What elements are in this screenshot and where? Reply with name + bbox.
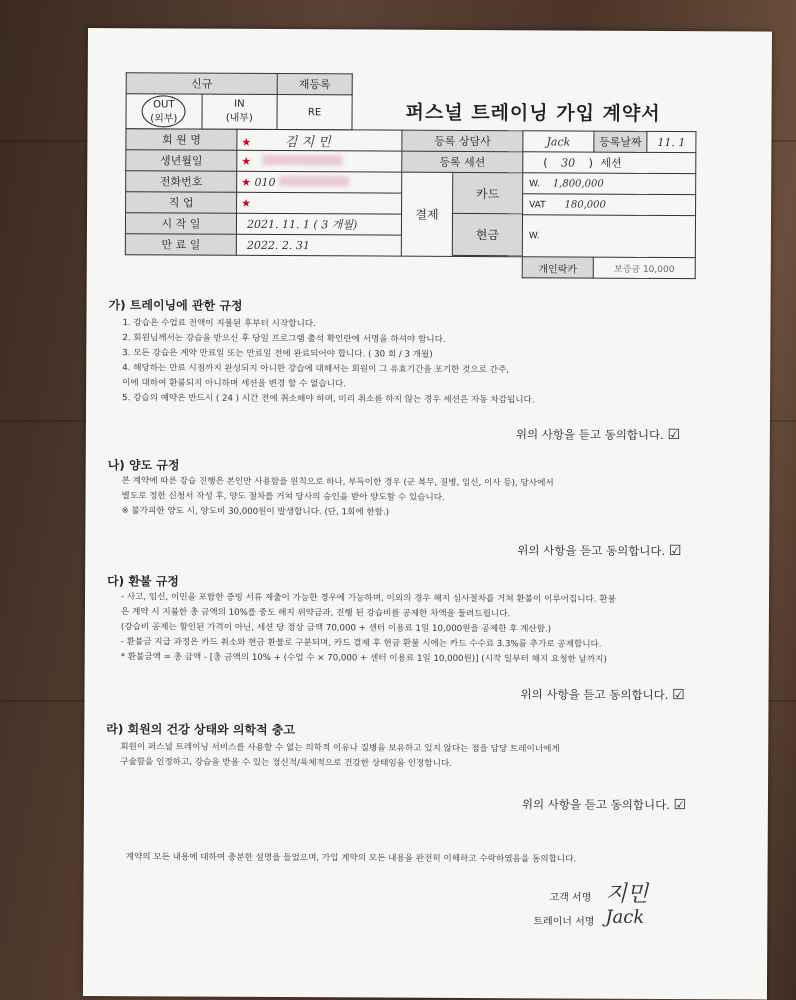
rule-line: 은 계약 시 지불한 총 금액의 10%를 중도 해지 위약금과, 진행 된 강습비를 공제한 차액을 돌려드립니다. [120, 607, 511, 620]
section-title-health: 라) 회원의 건강 상태와 의학적 충고 [106, 722, 296, 738]
session-open: ( [543, 156, 548, 170]
agree-text: 위의 사항을 듣고 동의합니다. [521, 797, 670, 813]
rule-line: 2. 회원님께서는 강습을 받으신 후 당일 프로그램 출석 확인란에 서명을 하셔야 합니다. [122, 333, 446, 345]
reregister-label: 재등록 [277, 73, 352, 94]
agree-text: 위의 사항을 듣고 동의합니다. [515, 427, 664, 443]
member-name-value: 김 지 민 [284, 134, 331, 150]
agree-refund [520, 686, 684, 703]
reg-date-value: 11. 1 [647, 131, 696, 152]
payment-cell [401, 172, 522, 257]
session-label: 등록 세션 [402, 151, 523, 173]
phone-value: 010 [254, 175, 276, 189]
in-sub: (내부) [225, 112, 253, 124]
required-star: ★ [241, 154, 252, 168]
agree-text: 위의 사항을 듣고 동의합니다. [520, 687, 669, 703]
in-label: IN [234, 98, 245, 110]
rule-line: - 환불금 지급 과정은 카드 취소와 현금 환불로 구분되며, 카드 결제 후 현금 환불 시에는 카드 수수료 3.3%를 추가로 공제합니다. [120, 637, 602, 650]
vat-label: VAT [529, 199, 546, 210]
trainer-signature: Jack [605, 906, 645, 928]
customer-signature: 지민 [605, 881, 649, 907]
checkmark-icon: ☑ [672, 687, 685, 704]
rule-line: 4. 해당하는 만료 시점까지 완성되지 아니한 강습에 대해서는 회원이 그 유효기간을 포기한 것으로 간주, [122, 363, 510, 376]
rule-line: (강습비 공제는 할인된 가격이 아닌, 세션 당 정상 금액 70,000 + 센터 이용료 1일 10,000원을 공제한 후 계산함.) [120, 622, 552, 635]
rule-line: 별도로 정한 신청서 작성 후, 양도 절차를 거쳐 당사의 승인을 받아 양도할 수 있습니다. [121, 491, 445, 503]
agree-health [522, 796, 686, 813]
reg-date-label: 등록날짜 [594, 131, 647, 152]
rule-line: 5. 강습의 예약은 반드시 ( 24 ) 시간 전에 취소해야 하며, 미리 취소를 하지 않는 경우 세션은 자동 차감됩니다. [122, 393, 535, 406]
out-option [126, 94, 202, 129]
end-date-value: 2022. 2. 31 [236, 234, 401, 256]
rule-line: 3. 모든 강습은 계약 만료일 또는 만료일 전에 완료되어야 합니다. ( 30 회 / 3 개월) [122, 348, 433, 360]
redacted-birthdate [263, 154, 343, 164]
agree-training [516, 426, 680, 443]
trainer-sign-label: 트레이너 서명 [533, 916, 595, 928]
consultant-value: Jack [523, 131, 594, 152]
cash-amount-cell [522, 215, 695, 258]
rule-line: * 환불금액 = 총 금액 - [총 금액의 10% + (수업 수 × 70,000 + 센터 이용료 1일 10,000원)] (시작 일부터 해지 요청한 날까지) [120, 652, 607, 665]
required-star: ★ [241, 135, 252, 149]
rule-line: 회원이 퍼스널 트레이닝 서비스를 사용할 수 없는 의학적 이유나 질병을 보유하고 있지 않다는 점을 담당 트레이너에게 [120, 742, 560, 755]
session-unit: 세션 [600, 156, 622, 170]
section-training-rules [122, 316, 742, 409]
contract-paper [83, 28, 772, 1000]
section-title-training: 가) 트레이닝에 관한 규정 [108, 298, 243, 313]
birthdate-label: 생년월일 [126, 150, 237, 172]
section-title-refund: 다) 환불 규정 [107, 574, 179, 589]
member-name-label: 회 원 명 [126, 129, 237, 151]
job-cell [237, 192, 402, 214]
section-transfer-rules [121, 474, 741, 522]
final-statement: 계약의 모든 내용에 대하여 충분한 설명을 들었으며, 가입 계약의 모든 내용을 완전히 이해하고 수락하였음을 동의합니다. [125, 852, 577, 865]
locker-value: 보증금 10,000 [593, 257, 695, 279]
card-label: 카드 [453, 173, 523, 214]
start-date-value: 2021. 11. 1 ( 3 개월) [236, 213, 401, 235]
payment-label: 결제 [402, 173, 453, 255]
consultant-label: 등록 상담사 [402, 130, 523, 152]
out-sub: (외부) [150, 113, 178, 125]
checkmark-icon: ☑ [673, 797, 687, 814]
rule-line: ※ 불가피한 양도 시, 양도비 30,000원이 발생합니다. (단, 1회에 한함.) [121, 506, 390, 518]
agree-text: 위의 사항을 듣고 동의합니다. [517, 543, 666, 559]
job-label: 직 업 [126, 192, 237, 214]
rule-line: 이에 대하여 환불되지 아니하며 세션을 변경 할 수 없습니다. [122, 378, 346, 390]
card-amount: 1,800,000 [552, 177, 604, 190]
section-refund-rules [121, 590, 761, 668]
section-title-transfer: 나) 양도 규정 [107, 458, 180, 473]
phone-label: 전화번호 [126, 171, 237, 193]
out-circle [142, 95, 186, 127]
member-info-table [125, 128, 697, 279]
in-option [201, 94, 277, 129]
rule-line: 1. 강습은 수업료 전액이 지불된 후부터 시작합니다. [122, 318, 316, 330]
redacted-phone [279, 176, 349, 186]
new-label: 신규 [126, 73, 277, 95]
session-cell [523, 152, 696, 174]
re-option: RE [277, 94, 352, 129]
card-w: W. [529, 178, 540, 189]
page-title: 퍼스널 트레이닝 가입 계약서 [405, 101, 661, 125]
session-close: ) [588, 156, 593, 170]
checkmark-icon: ☑ [667, 427, 681, 444]
phone-cell [237, 171, 402, 193]
out-label: OUT [153, 99, 175, 111]
rule-line: 본 계약에 따른 강습 진행은 본인만 사용함을 원칙으로 하나, 부득이한 경우 (군 복무, 질병, 임신, 이사 등), 당사에서 [121, 476, 554, 489]
cash-w: W. [528, 230, 540, 241]
registration-type-box [125, 72, 352, 130]
locker-label: 개인락카 [522, 257, 593, 278]
cash-label: 현금 [452, 214, 522, 256]
birthdate-cell [237, 150, 402, 172]
member-name-cell [237, 129, 402, 151]
rule-line: 구술함을 인정하고, 강습을 받을 수 있는 정신적/육체적으로 건강한 상태임을 인정합니다. [120, 757, 452, 769]
agree-transfer [517, 542, 681, 559]
start-date-label: 시 작 일 [125, 213, 236, 235]
rule-line: - 사고, 임신, 이민을 포함한 증빙 서류 제출이 가능한 경우에 가능하며, 이외의 경우 해지 심사절차를 거쳐 환불이 이루어집니다. 환불 [120, 592, 616, 605]
required-star: ★ [241, 196, 251, 210]
card-amount-cell [523, 173, 696, 195]
end-date-label: 만 료 일 [125, 234, 236, 256]
section-health-rules [120, 740, 740, 773]
customer-sign-label: 고객 서명 [549, 892, 592, 904]
required-star: ★ [241, 175, 252, 189]
checkmark-icon: ☑ [668, 543, 682, 560]
vat-cell [523, 194, 696, 216]
vat-amount: 180,000 [564, 198, 606, 211]
session-value: 30 [561, 156, 576, 170]
